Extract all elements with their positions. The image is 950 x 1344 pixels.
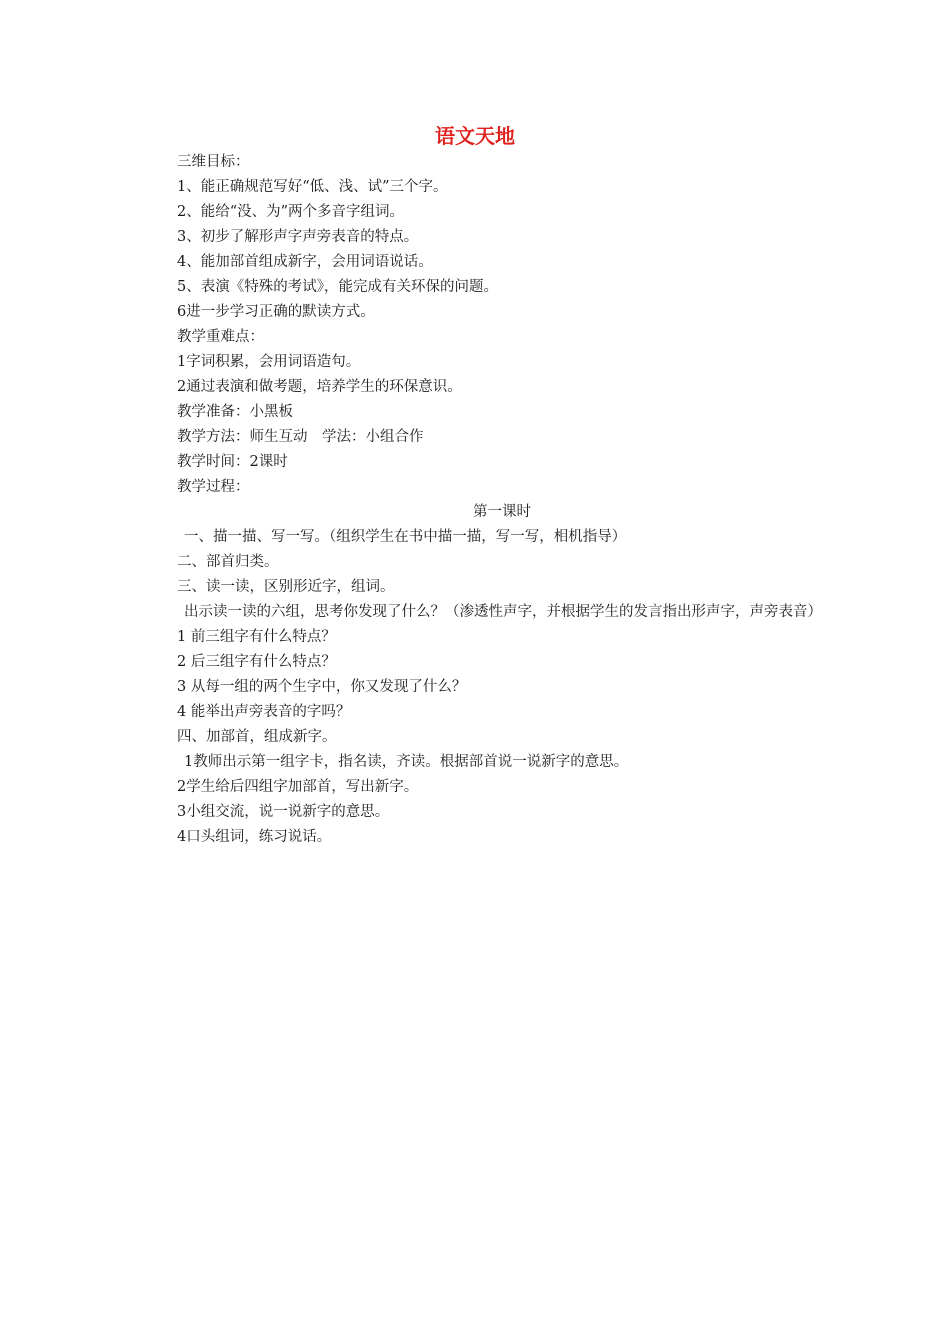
process-step: 四、加部首，组成新字。 [177, 729, 337, 745]
key-points-heading: 教学重难点： [177, 329, 264, 345]
process-substep: 1 前三组字有什么特点？ [177, 629, 336, 645]
preparation-line: 教学准备：小黑板 [177, 404, 293, 420]
process-step: 出示读一读的六组，思考你发现了什么？（渗透性声字，并根据学生的发言指出形声字，声旁表音） [184, 604, 822, 620]
key-point-item: 1字词积累，会用词语造句。 [177, 354, 361, 370]
process-substep: 2学生给后四组字加部首，写出新字。 [177, 779, 419, 795]
process-heading: 教学过程： [177, 479, 250, 495]
objective-item: 3、初步了解形声字声旁表音的特点。 [177, 229, 419, 245]
process-substep: 4 能举出声旁表音的字吗？ [177, 704, 351, 720]
objective-item: 1、能正确规范写好“低、浅、试”三个字。 [177, 179, 448, 195]
objective-item: 2、能给“没、为”两个多音字组词。 [177, 204, 405, 220]
objectives-heading: 三维目标： [177, 154, 250, 170]
process-step: 二、部首归类。 [177, 554, 279, 570]
process-substep: 2 后三组字有什么特点？ [177, 654, 336, 670]
objective-item: 6进一步学习正确的默读方式。 [177, 304, 375, 320]
process-step: 一、描一描、写一写。（组织学生在书中描一描，写一写，相机指导） [184, 529, 627, 545]
objective-item: 4、能加部首组成新字，会用词语说话。 [177, 254, 433, 270]
section-heading: 第一课时 [473, 504, 531, 520]
objective-item: 5、表演《特殊的考试》，能完成有关环保的问题。 [177, 279, 498, 295]
time-line: 教学时间：2课时 [177, 454, 288, 470]
process-substep: 3小组交流，说一说新字的意思。 [177, 804, 390, 820]
key-point-item: 2通过表演和做考题，培养学生的环保意识。 [177, 379, 462, 395]
method-line: 教学方法：师生互动 学法：小组合作 [177, 429, 424, 445]
process-step: 三、读一读，区别形近字，组词。 [177, 579, 395, 595]
document-title: 语文天地 [435, 124, 515, 148]
process-substep: 3 从每一组的两个生字中，你又发现了什么？ [177, 679, 467, 695]
process-substep: 1教师出示第一组字卡，指名读，齐读。根据部首说一说新字的意思。 [184, 754, 629, 770]
document-body [177, 150, 822, 850]
process-substep: 4口头组词，练习说话。 [177, 829, 332, 845]
